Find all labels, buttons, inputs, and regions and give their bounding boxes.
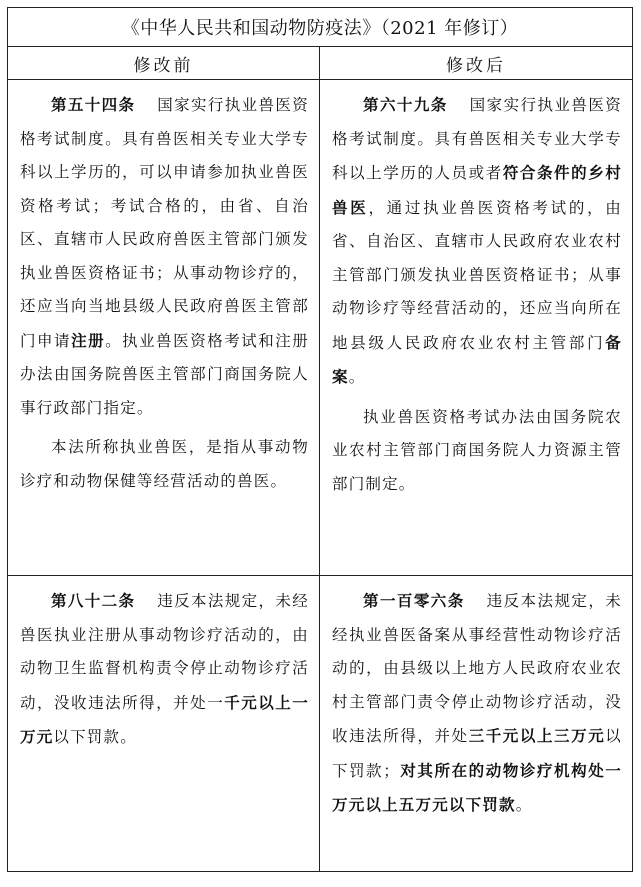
article-text: ，通过执业兽医资格考试的，由省、自治区、直辖市人民政府农业农村主管部门颁发执业兽医资格证书；从事动物诊疗等经营活动的，还应当向所在地县级人民政府农业农村主管部门 [332,198,622,352]
article-number: 第六十九条 [363,95,448,114]
article-text: 以下罚款。 [53,728,137,746]
article-text: 。 [348,368,366,386]
changed-text: 三千元以上三万元 [468,726,606,745]
article-after-106 [320,576,633,872]
column-header-after: 修改后 [320,47,633,80]
paragraph: 本法所称执业兽医，是指从事动物诊疗和动物保健等经营活动的兽医。 [20,438,309,490]
article-text: 国家实行执业兽医资格考试制度。具有兽医相关专业大学专科以上学历的人员或者 [332,96,622,182]
article-text: 。 [515,796,533,814]
changed-text: 千元以上一万元 [20,692,309,746]
changed-text: 注册 [71,330,106,350]
table-title: 《中华人民共和国动物防疫法》（2021 年修订） [8,8,633,47]
paragraph [332,584,622,823]
changed-text: 符合条件的乡村兽医 [332,163,622,217]
article-text: 以下罚款； [332,727,622,780]
article-before-82 [8,576,320,872]
paragraph [20,584,309,755]
changed-text: 对其所在的动物诊疗机构处一万元以上五万元以下罚款 [332,760,622,814]
paragraph [332,88,622,395]
paragraph [20,88,309,425]
comparison-table [7,7,633,872]
article-text: 违反本法规定，未经兽医执业注册从事动物诊疗活动的，由动物卫生监督机构责令停止动物诊疗活动，没收违法所得，并处一 [20,592,309,712]
article-text: 国家实行执业兽医资格考试制度。具有兽医相关专业大学专科以上学历的，可以申请参加执业兽医资格考试；考试合格的，由省、自治区、直辖市人民政府兽医主管部门颁发执业兽医资格证书；从事动物诊疗的，还应当向当地县级人民政府兽医主管部门申请 [20,96,309,350]
column-header-before: 修改前 [8,47,320,80]
changed-text: 备案 [332,332,622,386]
article-before-54 [8,80,320,576]
article-text: 。执业兽医资格考试和注册办法由国务院兽医主管部门商国务院人事行政部门指定。 [20,331,310,417]
article-number: 第八十二条 [51,591,136,610]
article-number: 第一百零六条 [363,591,465,610]
article-after-69 [320,80,633,576]
article-number: 第五十四条 [51,95,136,114]
paragraph: 执业兽医资格考试办法由国务院农业农村主管部门商国务院人力资源主管部门制定。 [332,407,622,493]
article-text: 违反本法规定，未经执业兽医备案从事经营性动物诊疗活动的，由县级以上地方人民政府农业农村主管部门责令停止动物诊疗活动，没收违法所得，并处 [332,592,622,745]
